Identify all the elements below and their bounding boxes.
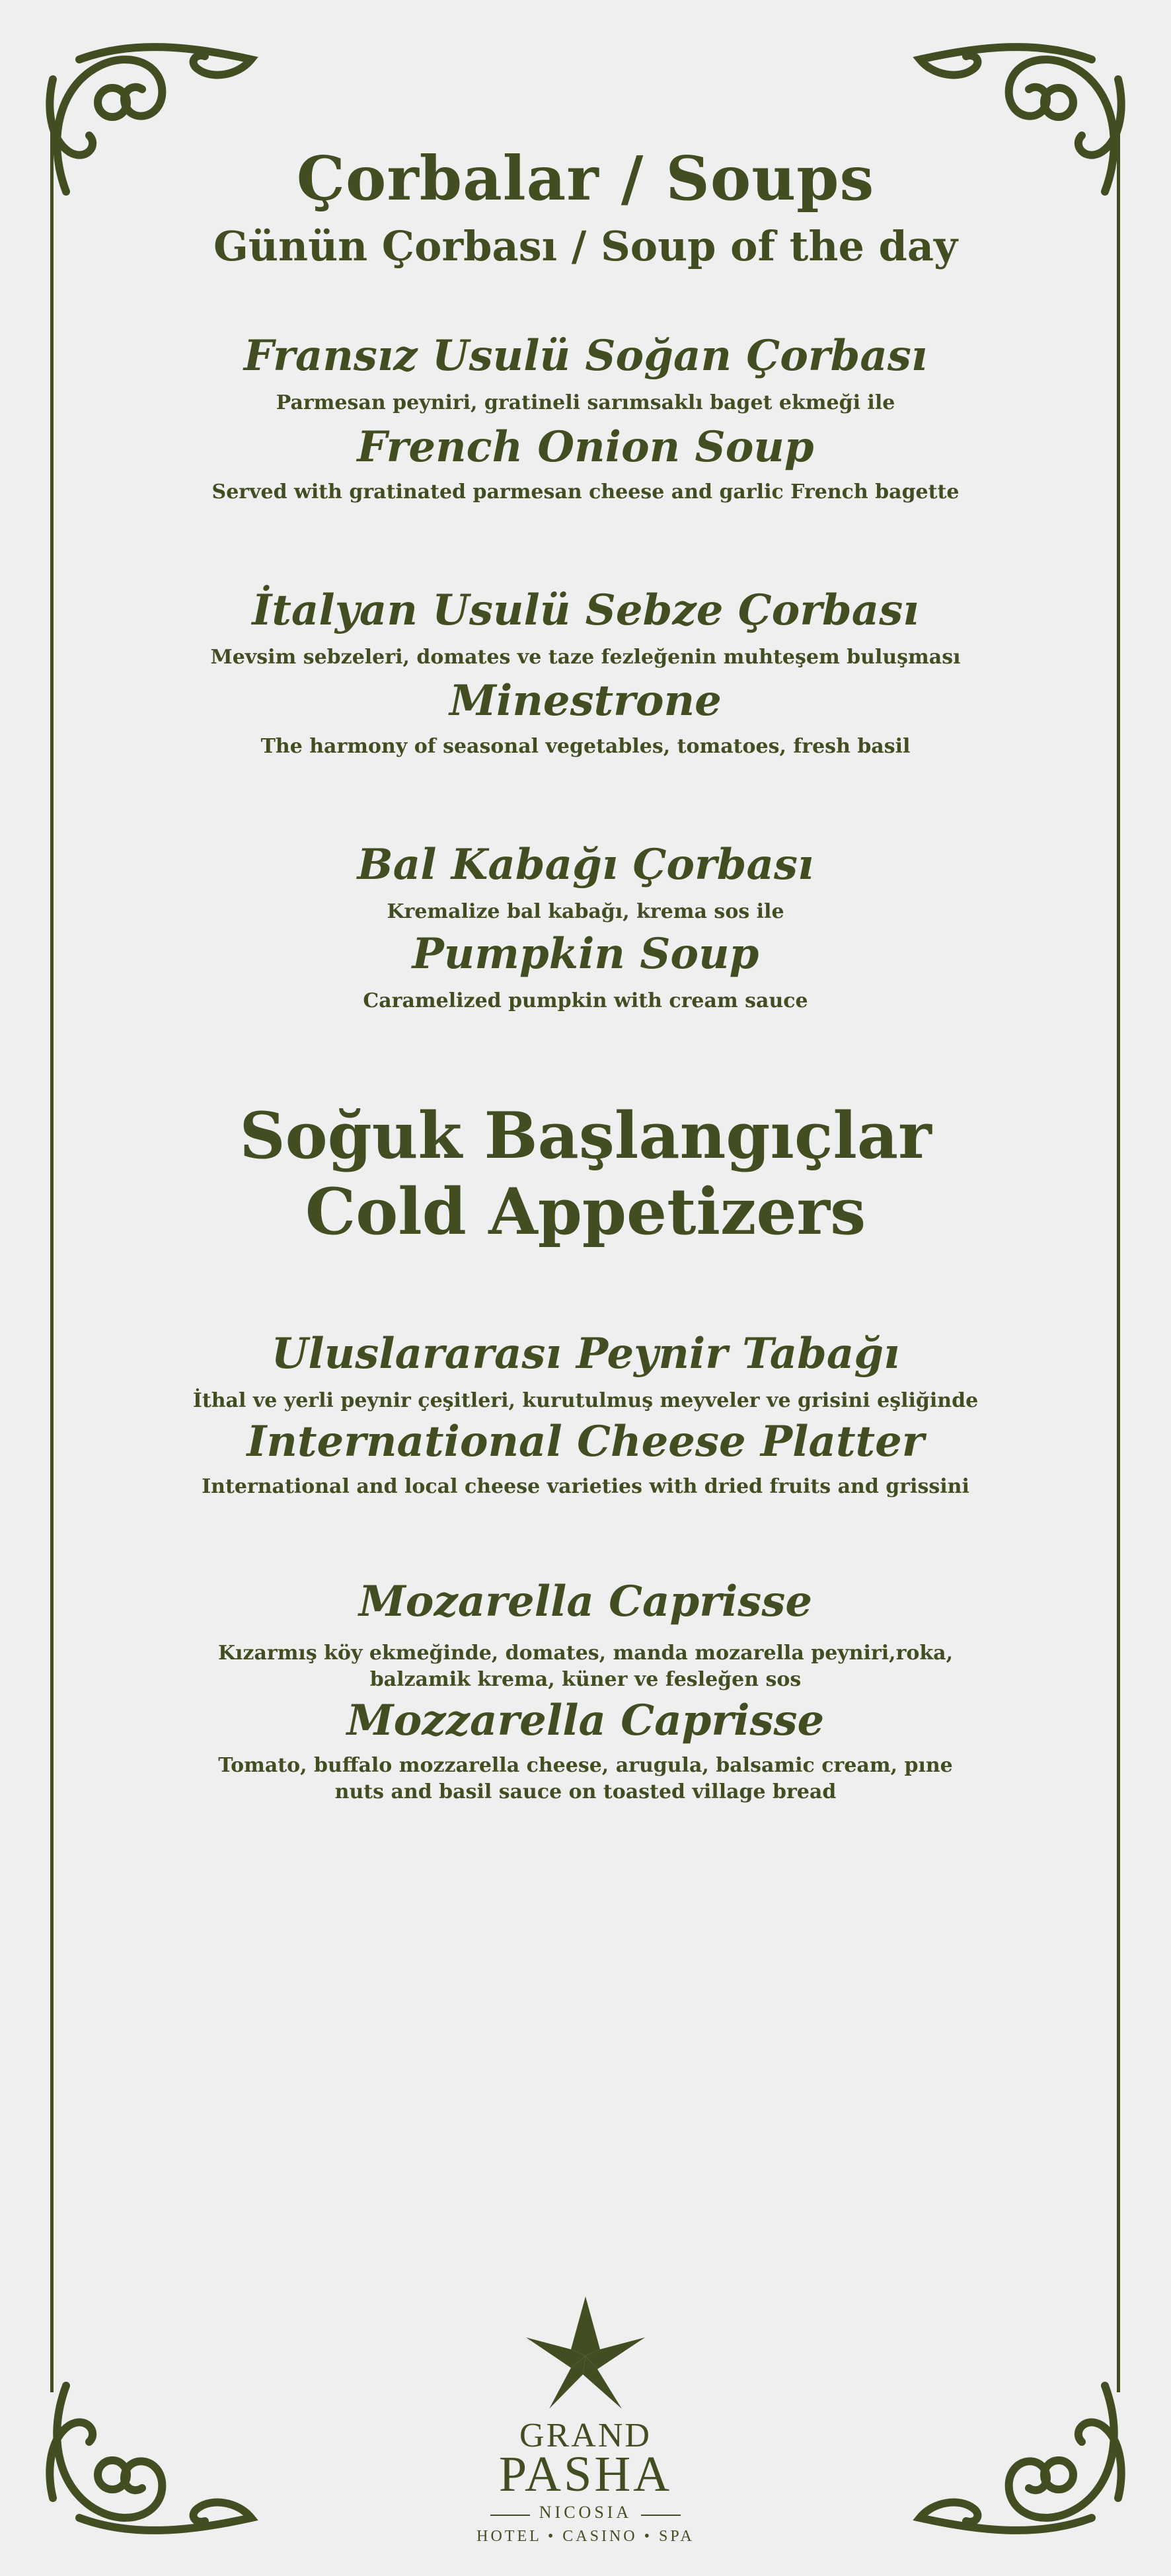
menu-item-desc-tr: Mevsim sebzeleri, domates ve taze fezleğenin muhteşem buluşması (210, 646, 961, 669)
menu-item-desc-tr: balzamik krema, küner ve fesleğen sos (369, 1668, 802, 1691)
appetizers-title-en: Cold Appetizers (305, 1174, 866, 1249)
menu-item-desc-en: Tomato, buffalo mozzarella cheese, arugula, balsamic cream, pıne (218, 1754, 953, 1777)
soups-section-title: Çorbalar / Soups (296, 143, 875, 214)
menu-item-name-en: Pumpkin Soup (412, 929, 759, 979)
menu-item-name-tr: İtalyan Usulü Sebze Çorbası (252, 586, 919, 635)
menu-item-desc-en: The harmony of seasonal vegetables, tomatoes, fresh basil (260, 735, 911, 758)
menu-item-desc-en: Served with gratinated parmesan cheese and garlic French bagette (211, 480, 960, 504)
menu-item-name-tr: Bal Kabağı Çorbası (357, 840, 814, 890)
menu-item-name-tr: Uluslararası Peynir Tabağı (271, 1329, 900, 1379)
soup-of-the-day: Günün Çorbası / Soup of the day (213, 222, 958, 270)
menu-item-name-tr: Fransız Usulü Soğan Çorbası (243, 331, 928, 381)
logo-city-row (0, 2501, 1171, 2524)
menu-item-desc-en: nuts and basil sauce on toasted village bread (334, 1780, 837, 1803)
menu-item-name-en: French Onion Soup (357, 422, 814, 472)
logo-divider (641, 2515, 681, 2516)
appetizers-title-tr: Soğuk Başlangıçlar (239, 1098, 932, 1173)
star-logo-icon (519, 2290, 652, 2422)
menu-item-name-en: International Cheese Platter (246, 1417, 925, 1466)
menu-item-name-tr: Mozarella Caprisse (358, 1577, 813, 1626)
logo-city: NICOSIA (539, 2503, 632, 2522)
logo-divider (490, 2515, 530, 2516)
menu-item-desc-tr: Kızarmış köy ekmeğinde, domates, manda mozarella peyniri,roka, (217, 1642, 954, 1665)
menu-item-desc-en: International and local cheese varieties with dried fruits and grissini (202, 1475, 969, 1498)
logo-tagline: HOTEL • CASINO • SPA (476, 2528, 695, 2545)
menu-item-name-en: Minestrone (449, 676, 722, 726)
menu-item-desc-en: Caramelized pumpkin with cream sauce (363, 989, 808, 1012)
menu-item-name-en: Mozzarella Caprisse (346, 1696, 825, 1745)
menu-item-desc-tr: Kremalize bal kabağı, krema sos ile (387, 900, 784, 923)
menu-item-desc-tr: İthal ve yerli peynir çeşitleri, kurutulmuş meyveler ve grisini eşliğinde (192, 1389, 979, 1412)
menu-item-desc-tr: Parmesan peyniri, gratineli sarımsaklı baget ekmeği ile (276, 391, 895, 414)
logo-grand: GRAND (519, 2417, 652, 2454)
logo-pasha: PASHA (498, 2446, 673, 2502)
